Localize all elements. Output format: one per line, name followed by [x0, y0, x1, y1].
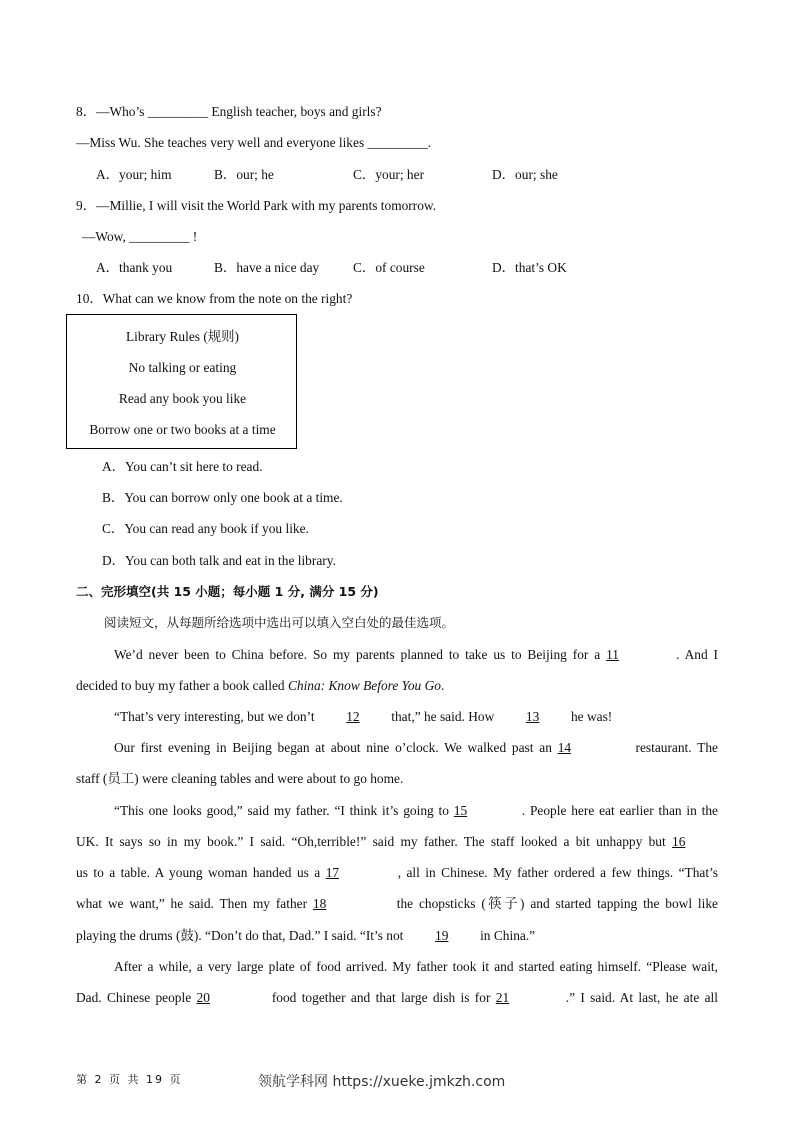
note-rule: Borrow one or two books at a time [89, 422, 276, 437]
q9-option-a: A．thank you [96, 260, 173, 275]
library-rules-note [66, 314, 297, 449]
q9-option-c: C．of course [353, 260, 425, 275]
passage-line: We’d never been to China before. So my parents planned to take us to Beijing for a 11 . And I [114, 647, 719, 662]
note-title: Library Rules (规则) [125, 329, 240, 344]
page-number: 第 2 页 共 19 页 [76, 1073, 183, 1086]
blank-18: 18 [312, 896, 327, 911]
note-rule: Read any book you like [118, 391, 247, 406]
blank-21: 21 [495, 990, 510, 1005]
q10-option-a: A．You can’t sit here to read. [102, 459, 263, 474]
q9-option-d: D．that’s OK [492, 260, 567, 275]
passage-line: “That’s very interesting, but we don’t 12 that,” he said. How 13 he was! [114, 709, 613, 724]
q9-stem: 9．—Millie, I will visit the World Park with my parents tomorrow. [76, 198, 437, 213]
blank-14: 14 [557, 740, 572, 755]
blank-19: 19 [435, 928, 449, 943]
section-instruction: 阅读短文，从每题所给选项中选出可以填入空白处的最佳选项。 [104, 615, 455, 630]
watermark-site: 领航学科网 https://xueke.jmkzh.com [258, 1074, 506, 1090]
blank-11: 11 [606, 647, 619, 662]
q8-option-c: C．your; her [353, 167, 425, 182]
q9-option-b: B．have a nice day [214, 260, 320, 275]
passage-line: staff (员工) were cleaning tables and were about to go home. [76, 771, 404, 786]
passage-line: what we want,” he said. Then my father 18 the chopsticks (筷子) and started tapping the bowl like [76, 896, 718, 911]
blank-13: 13 [525, 709, 540, 724]
passage-line: Our first evening in Beijing began at about nine o’clock. We walked past an 14 restaurant. The [114, 740, 718, 755]
blank-20: 20 [196, 990, 210, 1005]
passage-line: playing the drums (鼓). “Don’t do that, Dad.” I said. “It’s not 19 in China.” [76, 928, 536, 943]
q9-response: —Wow, _________ ! [82, 229, 198, 244]
q10-option-d: D．You can both talk and eat in the library. [102, 553, 336, 568]
q10-stem: 10．What can we know from the note on the right? [76, 291, 353, 306]
passage-line: “This one looks good,” said my father. “I think it’s going to 15 . People here eat earlier than in the [114, 803, 718, 818]
passage-line: Dad. Chinese people 20 food together and that large dish is for 21 .” I said. At last, he ate all [76, 990, 718, 1005]
passage-line: UK. It says so in my book.” I said. “Oh,terrible!” said my father. The staff looked a bit unhappy but 16 [76, 834, 718, 850]
q10-option-b: B．You can borrow only one book at a time. [102, 490, 343, 505]
passage-line: decided to buy my father a book called China: Know Before You Go. [76, 678, 445, 693]
q8-option-a: A．your; him [96, 167, 172, 182]
q8-stem: 8．—Who’s _________ English teacher, boys and girls? [76, 104, 382, 119]
q10-option-c: C．You can read any book if you like. [102, 521, 309, 536]
book-title: China: Know Before You Go [287, 678, 441, 693]
blank-15: 15 [453, 803, 468, 818]
q8-option-d: D．our; she [492, 167, 558, 182]
blank-12: 12 [346, 709, 360, 724]
section-heading: 二、完形填空(共 15 小题；每小题 1 分, 满分 15 分) [76, 584, 379, 599]
blank-16: 16 [672, 834, 686, 849]
passage-line: us to a table. A young woman handed us a 17 , all in Chinese. My father ordered a few things. “That’s [76, 865, 718, 880]
passage-line: After a while, a very large plate of food arrived. My father took it and started eating himself. “Please wait, [114, 959, 718, 974]
q8-response: —Miss Wu. She teaches very well and everyone likes _________. [76, 135, 432, 150]
note-rule: No talking or eating [128, 360, 237, 375]
q8-option-b: B．our; he [214, 167, 274, 182]
blank-17: 17 [325, 865, 340, 880]
